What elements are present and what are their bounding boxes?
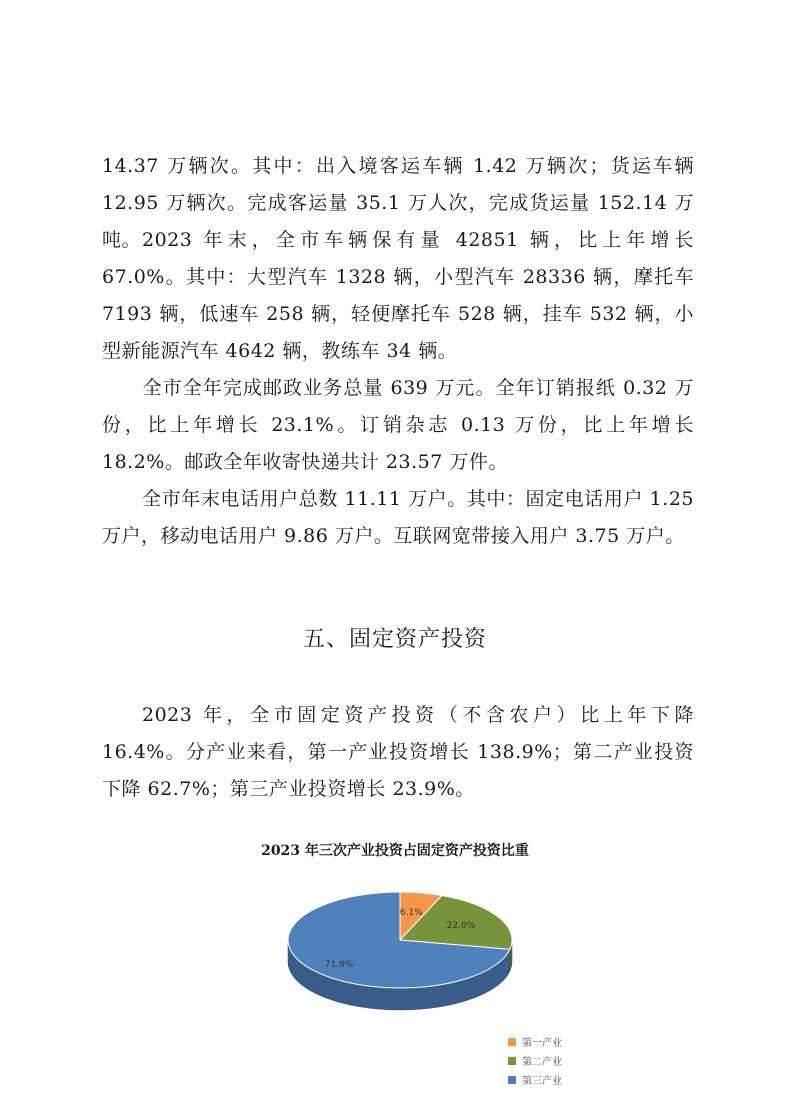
legend-label: 第一产业 — [522, 1038, 562, 1049]
paragraph-investment — [102, 697, 694, 808]
legend-label: 第三产业 — [522, 1076, 562, 1087]
paragraph-postal — [102, 370, 694, 481]
pie-data-label: 6.1% — [399, 907, 423, 918]
paragraph-text: 14.37 万辆次。其中：出入境客运车辆 1.42 万辆次；货运车辆 12.95 万辆次。完成客运量 35.1 万人次，完成货运量 152.14 万吨。 — [102, 155, 694, 251]
section-heading: 五、固定资产投资 — [302, 627, 487, 652]
pie-data-label: 71.9% — [324, 959, 354, 970]
legend-item — [508, 1051, 562, 1070]
paragraph-text: 2023 年末，全市车辆保有量 42851 辆，比上年增长 67.0%。其中：大型汽车 1328 辆，小型汽车 28336 辆，摩托车 7193 辆，低速车 258 辆，轻便摩托车 528 辆，挂车 532 辆，小型新能源汽车 4642 辆，教练车 34 辆。 — [102, 229, 694, 362]
chart-legend — [508, 1032, 562, 1089]
paragraph-telecom — [102, 481, 694, 555]
paragraph-text: 全市年末电话用户总数 11.11 万户。其中：固定电话用户 1.25 万户，移动电话用户 9.86 万户。互联网宽带接入用户 3.75 万户。 — [102, 488, 694, 547]
legend-swatch — [508, 1057, 516, 1065]
legend-item — [508, 1070, 562, 1089]
legend-label: 第二产业 — [522, 1057, 562, 1068]
paragraph-text: 2023 年，全市固定资产投资（不含农户）比上年下降 16.4%。分产业来看，第一产业投资增长 138.9%；第二产业投资下降 62.7%；第三产业投资增长 23.9%。 — [102, 704, 694, 800]
legend-swatch — [508, 1076, 516, 1084]
legend-swatch — [508, 1038, 516, 1046]
paragraph-text: 全市全年完成邮政业务总量 639 万元。全年订销报纸 0.32 万份，比上年增长 23.1%。订销杂志 0.13 万份，比上年增长 18.2%。邮政全年收寄快递共计 23.57 万件。 — [102, 377, 694, 473]
legend-item — [508, 1032, 562, 1051]
chart-title: 2023 年三次产业投资占固定资产投资比重 — [261, 843, 529, 859]
paragraph-vehicle-ownership — [102, 222, 694, 370]
pie-data-label: 22.0% — [446, 920, 476, 931]
